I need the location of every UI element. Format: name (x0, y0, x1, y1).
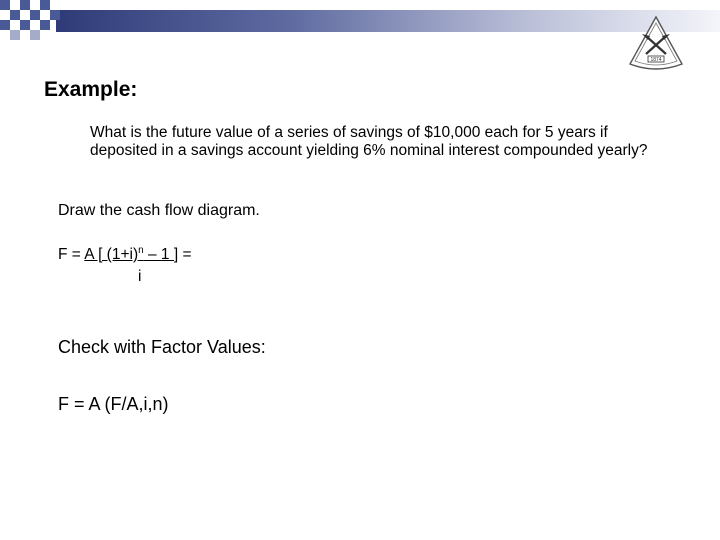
header-banner (0, 0, 720, 44)
formula-lhs: F = (58, 246, 85, 263)
school-seal-icon (626, 14, 686, 74)
formula-denominator: i (138, 268, 142, 285)
example-question: What is the future value of a series of savings of $10,000 each for 5 years if deposited in a savings account yielding 6% nominal interest compounded yearly? (90, 124, 648, 159)
formula-numerator-part-a: A [ (1+i) (84, 246, 139, 263)
header-gradient-bar (56, 10, 720, 32)
seal-year: 1874 (650, 57, 662, 64)
formula-equals: = (178, 246, 192, 263)
formula-numerator (84, 246, 178, 263)
formula-exponent: n (138, 244, 144, 256)
future-value-formula (58, 246, 192, 264)
factor-formula: F = A (F/A,i,n) (58, 394, 169, 414)
formula-numerator-part-b: – 1 ] (143, 246, 179, 263)
slide-title: Example: (44, 78, 138, 101)
check-heading: Check with Factor Values: (58, 337, 266, 357)
header-checker-pattern (0, 0, 60, 44)
instruction-text: Draw the cash flow diagram. (58, 202, 260, 219)
